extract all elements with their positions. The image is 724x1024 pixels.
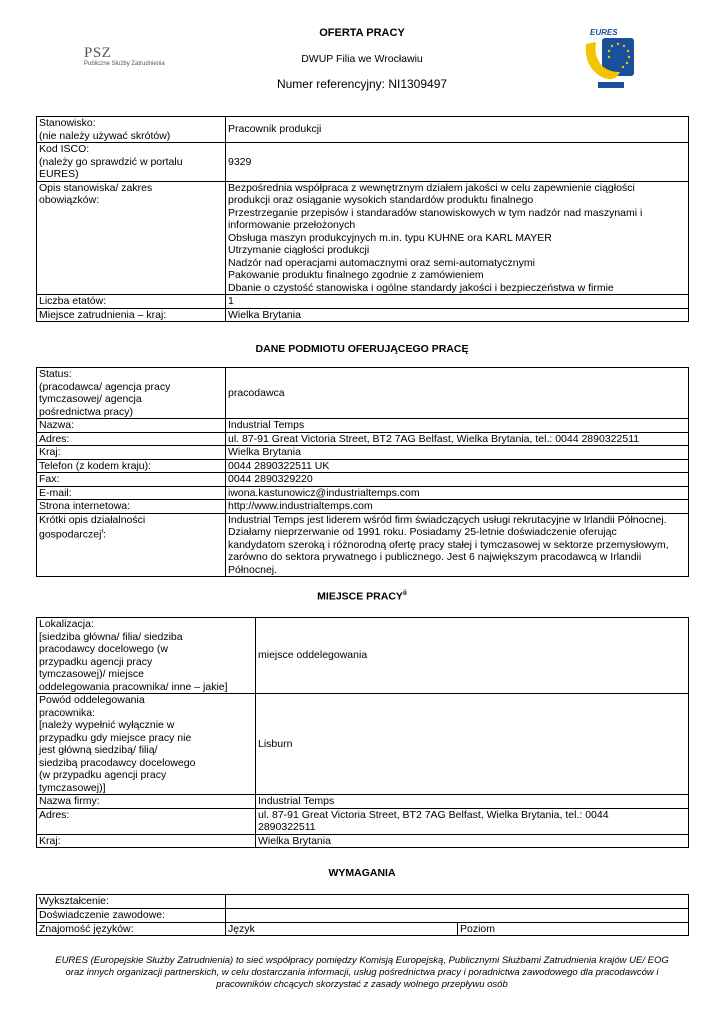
adres-label: Adres: (37, 432, 226, 446)
email-value[interactable]: iwona.kastunowicz@industrialtemps.com (226, 486, 689, 500)
status-value: pracodawca (226, 368, 689, 419)
lokalizacja-value: miejsce oddelegowania (256, 618, 689, 694)
fax-value: 0044 2890329220 (226, 473, 689, 487)
lokalizacja-label: Lokalizacja: [siedziba główna/ filia/ siedziba pracodawcy docelowego (w przypadku agencji pracy tymczasowej)/ miejsce oddelegowania pracownika/ inne – jakie] (37, 618, 256, 694)
firma-label: Nazwa firmy: (37, 795, 256, 809)
nazwa-value: Industrial Temps (226, 419, 689, 433)
powod-oddelegowania-label: Powód oddelegowania pracownika: [należy wypełnić wyłącznie w przypadku gdy miejsce pracy nie jest główną siedzibą/ filią/ siedzibą pracodawcy docelowego (w przypadku agencji pracy tymczasowej)] (37, 694, 256, 795)
doswiadczenie-label: Doświadczenie zawodowe: (37, 909, 226, 923)
requirements-table (36, 894, 689, 936)
jezyki-label: Znajomość języków: (37, 922, 226, 936)
footnote-marker-i[interactable]: i (101, 528, 104, 535)
eures-logo (580, 26, 640, 92)
employer-table (36, 367, 689, 577)
kraj-value: Wielka Brytania (226, 446, 689, 460)
etaty-label: Liczba etatów: (37, 295, 226, 309)
workplace-table (36, 617, 689, 848)
firma-value: Industrial Temps (256, 795, 689, 809)
wyksztalcenie-value (226, 895, 689, 909)
employer-section-title: DANE PODMIOTU OFERUJĄCEGO PRACĘ (255, 343, 469, 355)
psz-logo-subtext: Publiczne Służby Zatrudnienia (84, 61, 165, 67)
job-table (36, 116, 689, 322)
email-label: E-mail: (37, 486, 226, 500)
workplace-kraj-label: Kraj: (37, 834, 256, 848)
page-title: OFERTA PRACY (319, 27, 405, 39)
psz-logo-text: PSZ (84, 45, 112, 61)
office-name: DWUP Filia we Wrocławiu (301, 53, 423, 65)
workplace-section-title: MIEJSCE PRACY$^{ii}$ (317, 590, 407, 603)
stanowisko-label: Stanowisko: (nie należy używać skrótów) (37, 117, 226, 143)
doswiadczenie-value (226, 909, 689, 923)
nazwa-label: Nazwa: (37, 419, 226, 433)
fax-label: Fax: (37, 473, 226, 487)
stanowisko-value: Pracownik produkcji (226, 117, 689, 143)
footnote-marker-ii[interactable]: ii (402, 590, 407, 597)
miejsce-zatrudnienia-label: Miejsce zatrudnienia – kraj: (37, 308, 226, 322)
isco-value: 9329 (226, 143, 689, 182)
www-value[interactable]: http://www.industrialtemps.com (226, 500, 689, 514)
eures-footer-note: EURES (Europejskie Służby Zatrudnienia) to sieć współpracy pomiędzy Komisją Europejską, Publicznymi Służbami Zatrudnienia krajów UE/ EOG oraz innych organizacji partnerskich, w celu dostarczania informacji, usług pośrednictwa pracy i poradnictwa zawodowego dla pracodawców i pracowników chcących skorzystać z zasady wolnego przepływu osób (55, 955, 669, 990)
isco-label: Kod ISCO: (należy go sprawdzić w portalu EURES) (37, 143, 226, 182)
psz-logo (84, 45, 194, 67)
wyksztalcenie-label: Wykształcenie: (37, 895, 226, 909)
telefon-label: Telefon (z kodem kraju): (37, 459, 226, 473)
telefon-value: 0044 2890322511 UK (226, 459, 689, 473)
jezyk-header: Język (226, 922, 458, 936)
opis-stanowiska-value: Bezpośrednia współpraca z wewnętrznym działem jakości w celu zapewnienie ciągłości produkcji oraz osiąganie wysokich standardów produktu finalnego Przestrzeganie przepisów i standaradów stanowiskowych w tym nadzór nad maszynami i informowanie przełożonych Obsługa maszyn produkcyjnych m.in. typu KUHNE ora KARL MAYER Utrzymanie ciągłości produkcji Nadzór nad operacjami automacznymi oraz semi-automatycznymi Pakowanie produktu finalnego zgodnie z zamówieniem Dbanie o czystość stanowiska i ogólne standardy jakości i bezpieczeństwa w firmie (226, 181, 689, 295)
workplace-kraj-value: Wielka Brytania (256, 834, 689, 848)
opis-dzialalnosci-value: Industrial Temps jest liderem wśród firm świadczących usługi rekrutacyjne w Irlandii Północnej. Działamy nieprzerwanie od 1991 roku. Posiadamy 25-letnie doświadczenie oferując kandydatom szeroką i różnorodną ofertę pracy stałej i tymczasowej w sektorze przemysłowym, zarówno do sektora prywatnego i publicznego. Jest 6 największym pracodawcą w Irlandii Północnej. (226, 513, 689, 577)
opis-stanowiska-label: Opis stanowiska/ zakres obowiązków: (37, 181, 226, 295)
workplace-adres-value: ul. 87-91 Great Victoria Street, BT2 7AG Belfast, Wielka Brytania, tel.: 0044 2890322511 (256, 808, 689, 834)
requirements-section-title: WYMAGANIA (328, 867, 396, 879)
workplace-adres-label: Adres: (37, 808, 256, 834)
miejsce-zatrudnienia-value: Wielka Brytania (226, 308, 689, 322)
www-label: Strona internetowa: (37, 500, 226, 514)
kraj-label: Kraj: (37, 446, 226, 460)
etaty-value: 1 (226, 295, 689, 309)
reference-number: Numer referencyjny: NI1309497 (276, 77, 448, 91)
opis-dzialalnosci-label: Krótki opis działalności gospodarczej$^i$: (37, 513, 226, 577)
adres-value: ul. 87-91 Great Victoria Street, BT2 7AG Belfast, Wielka Brytania, tel.: 0044 2890322511 (226, 432, 689, 446)
poziom-header: Poziom (458, 922, 689, 936)
status-label: Status: (pracodawca/ agencja pracy tymczasowej/ agencja pośrednictwa pracy) (37, 368, 226, 419)
powod-oddelegowania-value: Lisburn (256, 694, 689, 795)
eures-logo-text: EURES (590, 28, 618, 37)
